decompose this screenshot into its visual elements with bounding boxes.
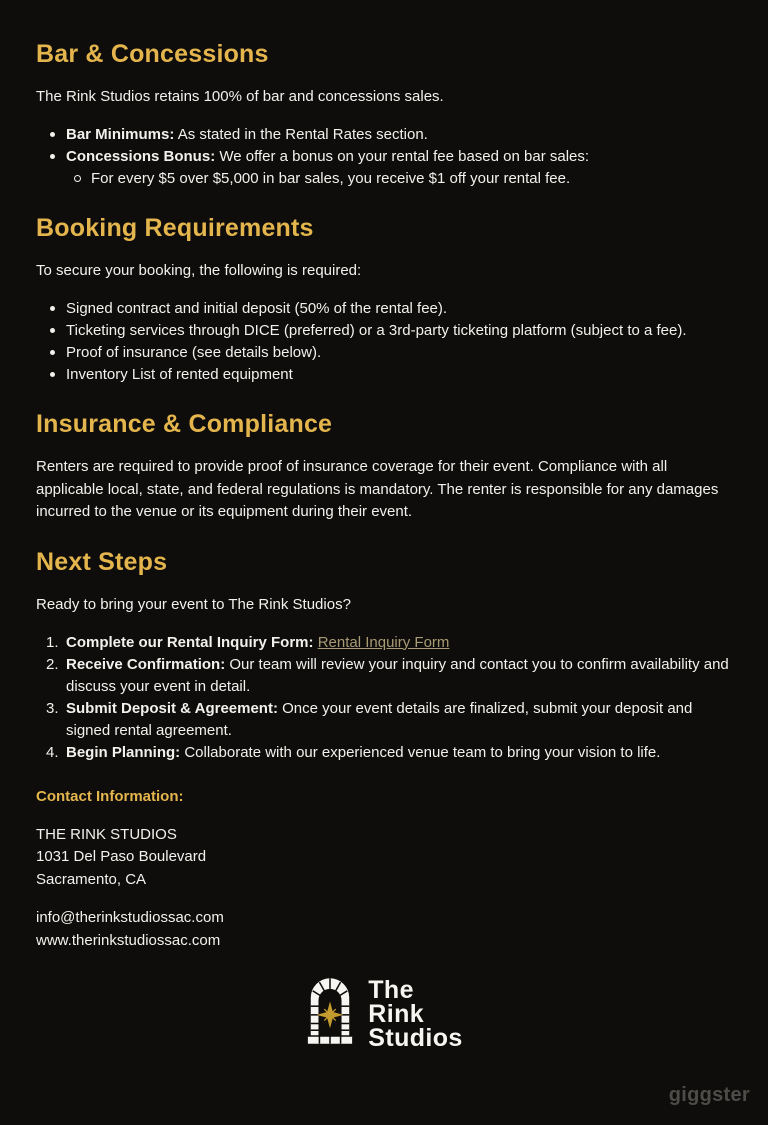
rink-studios-logo [36,974,732,1053]
list-item: Proof of insurance (see details below). [36,342,732,364]
list-item-label: Concessions Bonus: [66,148,216,165]
step-number: 3. [46,699,59,717]
step-item [36,698,732,742]
step-text: Collaborate with our experienced venue team to bring your vision to life. [180,743,661,761]
step-text: Our team will review your inquiry and contact you to confirm availability and discuss your event in detail. [66,655,729,695]
next-steps-intro: Ready to bring your event to The Rink Studios? [36,595,351,613]
contact-website: www.therinkstudiossac.com [36,931,221,949]
contact-address-block [36,824,732,892]
section-insurance-compliance [36,410,732,524]
bar-concessions-list [36,124,732,190]
booking-requirements-title: Booking Requirements [36,214,314,242]
step-number: 4. [46,743,59,761]
next-steps-list [36,632,732,764]
section-next-steps [36,548,732,764]
rental-inquiry-form-link[interactable]: Rental Inquiry Form [317,633,450,651]
logo-line-2: Rink [368,999,425,1028]
booking-requirements-intro: To secure your booking, the following is required: [36,262,362,279]
booking-requirements-list [36,298,732,386]
next-steps-title: Next Steps [36,547,168,576]
contact-venue-name: THE RINK STUDIOS [36,825,177,843]
logo-line-3: Studios [368,1023,463,1052]
step-item [36,654,732,698]
step-item [36,632,732,654]
list-item-text: We offer a bonus on your rental fee based on bar sales: [215,148,590,165]
list-item: Signed contract and initial deposit (50% of the rental fee). [36,298,732,320]
logo-line-1: The [368,975,414,1004]
section-bar-concessions [36,40,732,190]
bar-concessions-title: Bar & Concessions [36,40,269,68]
logo-wordmark [368,975,463,1052]
section-contact [36,786,732,953]
contact-heading: Contact Information: [36,787,184,805]
step-label: Begin Planning: [66,743,181,761]
sub-list-item [36,168,732,190]
step-label: Receive Confirmation: [66,655,226,673]
step-number: 1. [46,633,59,651]
bar-concessions-intro: The Rink Studios retains 100% of bar and concessions sales. [36,88,444,105]
step-text: Once your event details are finalized, submit your deposit and signed rental agreement. [66,699,693,739]
list-item: Ticketing services through DICE (preferred) or a 3rd-party ticketing platform (subject to a fee). [36,320,732,342]
arch-star-logo-icon [305,974,355,1053]
giggster-watermark: giggster [668,1084,750,1106]
step-label: Submit Deposit & Agreement: [66,699,278,717]
list-item [36,146,732,168]
insurance-compliance-body: Renters are required to provide proof of insurance coverage for their event. Compliance with all applicable local, state, and federal regulations is mandatory. The renter is responsible for any damages incurred to the venue or its equipment during their event. [36,458,719,520]
step-number: 2. [46,655,59,673]
list-item-label: Bar Minimums: [66,126,175,143]
document-page [0,40,768,1053]
contact-address-line2: Sacramento, CA [36,870,147,888]
list-item [36,124,732,146]
step-label: Complete our Rental Inquiry Form: [66,633,314,651]
list-item: Inventory List of rented equipment [36,364,732,386]
contact-web-block [36,907,732,952]
section-booking-requirements [36,214,732,386]
step-item [36,742,732,764]
sub-list-item-text: For every $5 over $5,000 in bar sales, you receive $1 off your rental fee. [91,170,571,187]
insurance-compliance-title: Insurance & Compliance [36,410,333,438]
contact-address-line1: 1031 Del Paso Boulevard [36,848,207,865]
list-item-text: As stated in the Rental Rates section. [174,126,428,143]
contact-email: info@therinkstudiossac.com [36,909,224,926]
